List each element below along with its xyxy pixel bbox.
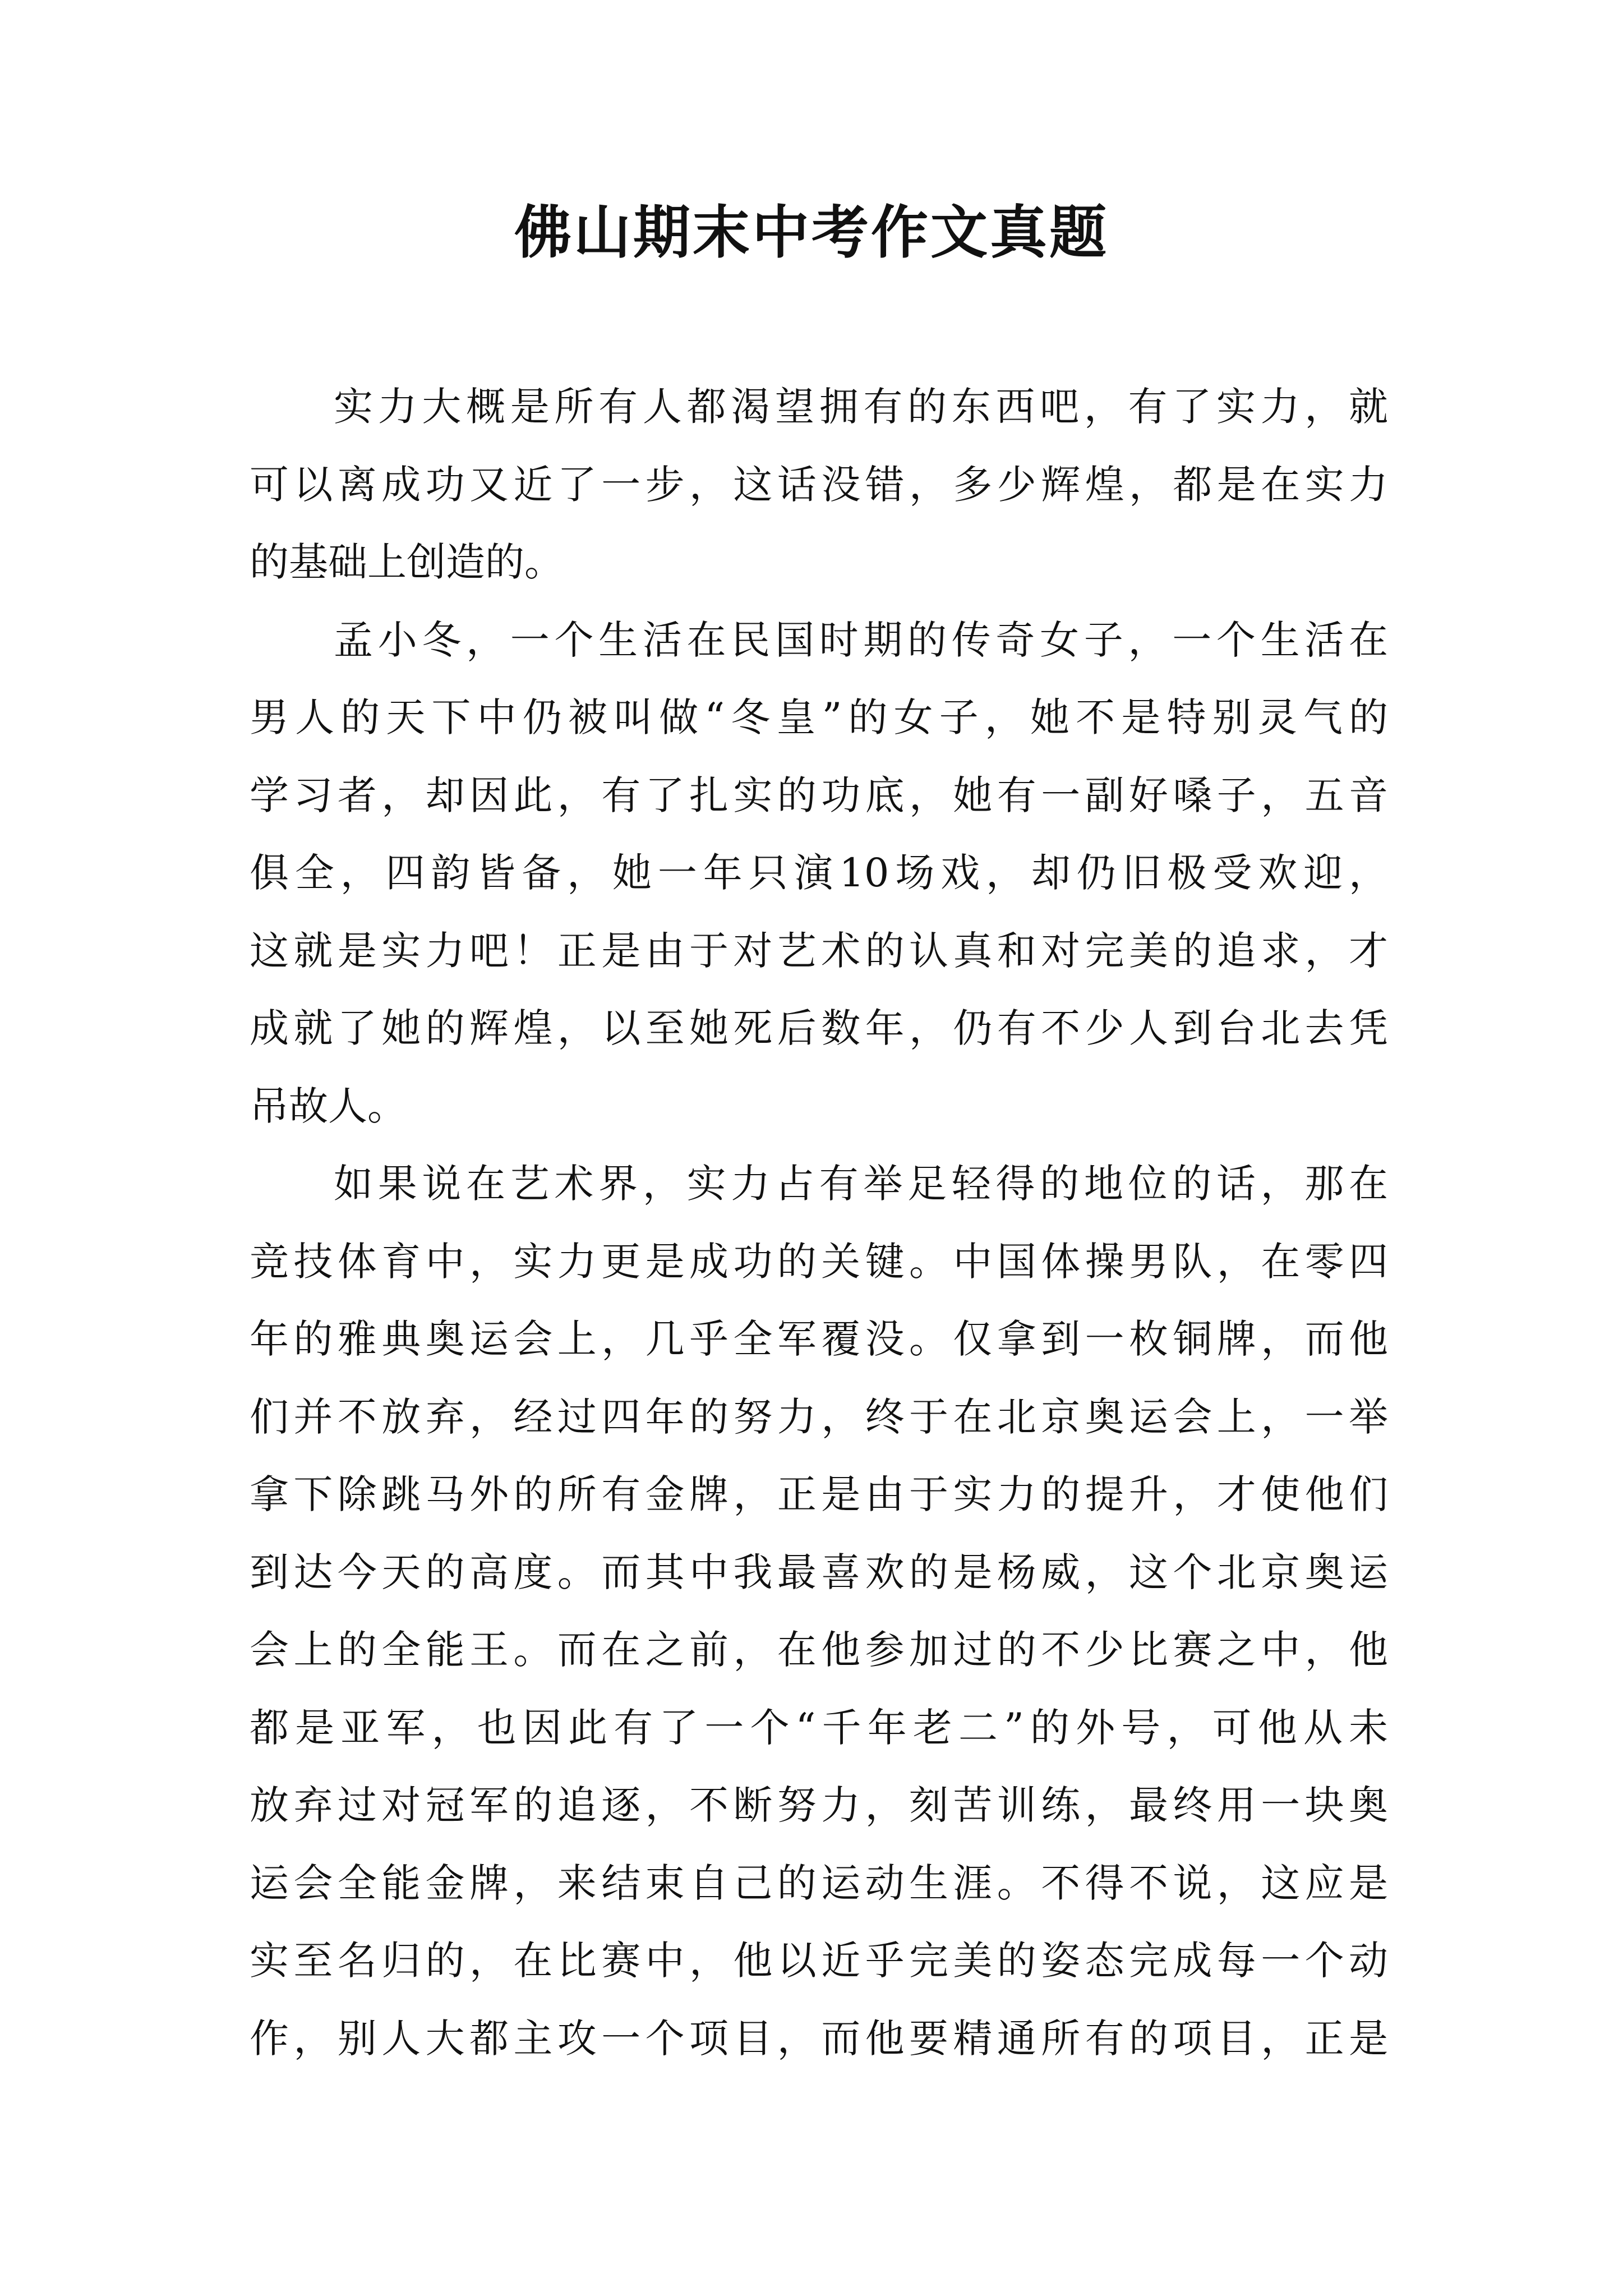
paragraph-1-line-3: 的基础上创造的。 xyxy=(250,539,564,585)
essay-body xyxy=(250,368,1388,2077)
document-title: 佛山期末中考作文真题 xyxy=(514,199,1109,266)
paragraph-2-line-1: 孟小冬，一个生活在民国时期的传奇女子，一个生活在 xyxy=(334,616,1388,663)
paragraph-3-line-5: 拿下除跳马外的所有金牌，正是由于实力的提升，才使他们 xyxy=(250,1471,1388,1517)
paragraph-3-line-12: 作，别人大都主攻一个项目，而他要精通所有的项目，正是 xyxy=(250,2015,1388,2062)
paragraph-3-line-6: 到达今天的高度。而其中我最喜欢的是杨威，这个北京奥运 xyxy=(250,1549,1388,1595)
paragraph-2-line-2: 男人的天下中仍被叫做“冬皇”的女子，她不是特别灵气的 xyxy=(250,694,1388,740)
paragraph-3-line-4: 们并不放弃，经过四年的努力，终于在北京奥运会上，一举 xyxy=(250,1393,1388,1440)
paragraph-3-line-3: 年的雅典奥运会上，几乎全军覆没。仅拿到一枚铜牌，而他 xyxy=(250,1316,1388,1362)
paragraph-2-line-4: 俱全，四韵皆备，她一年只演10场戏，却仍旧极受欢迎， xyxy=(250,850,1388,896)
paragraph-3-line-7: 会上的全能王。而在之前，在他参加过的不少比赛之中，他 xyxy=(250,1627,1388,1673)
paragraph-2-line-5: 这就是实力吧！正是由于对艺术的认真和对完美的追求，才 xyxy=(250,927,1388,974)
paragraph-3-line-10: 运会全能金牌，来结束自己的运动生涯。不得不说，这应是 xyxy=(250,1860,1388,1906)
paragraph-1-line-2: 可以离成功又近了一步，这话没错，多少辉煌，都是在实力 xyxy=(250,461,1388,508)
paragraph-2-line-3: 学习者，却因此，有了扎实的功底，她有一副好嗓子，五音 xyxy=(250,772,1388,818)
paragraph-3-line-11: 实至名归的，在比赛中，他以近乎完美的姿态完成每一个动 xyxy=(250,1938,1388,1984)
paragraph-2-line-6: 成就了她的辉煌，以至她死后数年，仍有不少人到台北去凭 xyxy=(250,1005,1388,1051)
paragraph-3-line-9: 放弃过对冠军的追逐，不断努力，刻苦训练，最终用一块奥 xyxy=(250,1782,1388,1828)
paragraph-1-line-1: 实力大概是所有人都渴望拥有的东西吧，有了实力，就 xyxy=(334,384,1388,430)
paragraph-3-line-1: 如果说在艺术界，实力占有举足轻得的地位的话，那在 xyxy=(334,1161,1388,1207)
paragraph-2-line-7: 吊故人。 xyxy=(250,1083,407,1129)
paragraph-3-line-2: 竞技体育中，实力更是成功的关键。中国体操男队，在零四 xyxy=(250,1238,1388,1285)
paragraph-3-line-8: 都是亚军，也因此有了一个“千年老二”的外号，可他从未 xyxy=(250,1704,1388,1751)
